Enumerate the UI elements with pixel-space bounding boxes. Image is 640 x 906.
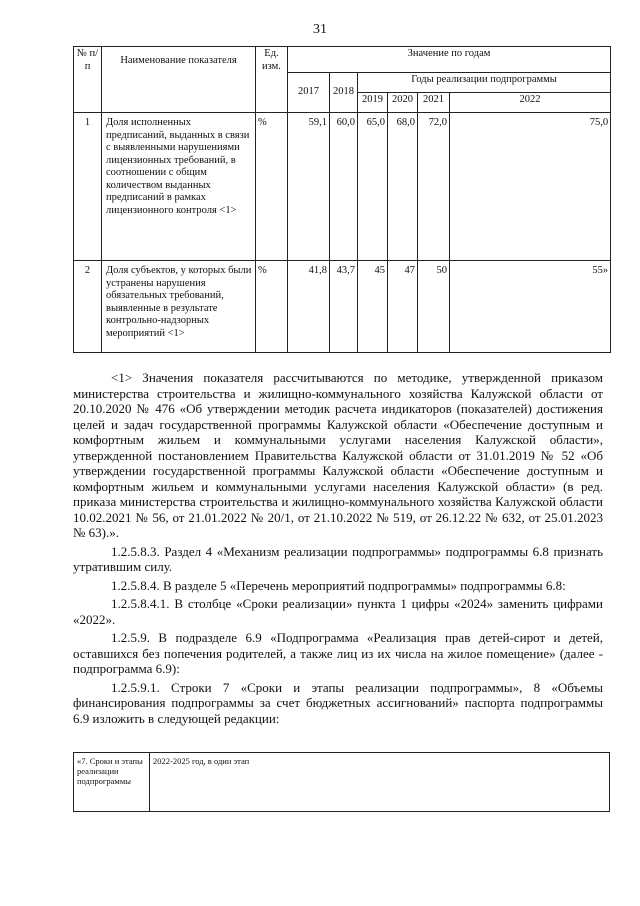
footnote-paragraph: <1> Значения показателя рассчитываются по методике, утвержденной приказом министерства строительства и жилищно-коммунального хозяйства Калужской области от 20.10.2020 № 476 «Об утверждении методик расчета индикаторов (показателей) достижения целей и задач государственной программы Калужской области «Обеспечение доступным и комфортным жильем и коммунальными услугами населения Калужской области», утвержденной постановлением Правительства Калужской области от 31.01.2019 № 52 «Об утверждении государственной программы Калужской области «Обеспечение доступным и комфортным жильем и коммунальными услугами населения Калужской области» (в ред. приказа министерства строительства и жилищно-коммунального хозяйства Калужской области 10.02.2021 № 56, от 21.01.2022 № 20/1, от 21.10.2022 № 519, от 26.12.22 № 632, от 25.01.2023 № 63).». — [73, 370, 603, 540]
row-value-2020: 68,0 — [388, 113, 418, 261]
table-row — [74, 113, 611, 261]
passport-table — [73, 752, 610, 812]
row-value-2017: 59,1 — [288, 113, 330, 261]
row-unit: % — [256, 113, 288, 261]
paragraph-1-2-5-8-4: 1.2.5.8.4. В разделе 5 «Перечень мероприятий подпрограммы» подпрограммы 6.8: — [111, 577, 566, 593]
row-value-2018: 60,0 — [330, 113, 358, 261]
header-year-2017: 2017 — [288, 73, 330, 113]
header-year-2020: 2020 — [388, 93, 418, 113]
row-value-2019: 45 — [358, 261, 388, 353]
header-unit: Ед. изм. — [256, 47, 288, 113]
page-number: 31 — [313, 22, 327, 37]
header-year-2018: 2018 — [330, 73, 358, 113]
header-implementation-years: Годы реализации подпрограммы — [358, 73, 611, 93]
row-value-2020: 47 — [388, 261, 418, 353]
row-unit: % — [256, 261, 288, 353]
document-body — [73, 370, 603, 726]
row-value-2019: 65,0 — [358, 113, 388, 261]
row-value-2018: 43,7 — [330, 261, 358, 353]
paragraph-1-2-5-9-1: 1.2.5.9.1. Строки 7 «Сроки и этапы реализации подпрограммы», 8 «Объемы финансирования подпрограммы за счет бюджетных ассигнований» паспорта подпрограммы 6.9 изложить в следующей редакции: — [73, 679, 603, 726]
row-name: Доля субъектов, у которых были устранены нарушения обязательных требований, выявленные в результате контрольно-надзорных мероприятий <1> — [102, 261, 256, 353]
row-value-2021: 72,0 — [418, 113, 450, 261]
paragraph-1-2-5-8-3: 1.2.5.8.3. Раздел 4 «Механизм реализации подпрограммы» подпрограммы 6.8 признать утратившим силу. — [73, 543, 603, 574]
header-year-2021: 2021 — [418, 93, 450, 113]
passport-value: 2022-2025 год, в один этап — [150, 753, 610, 812]
row-num: 1 — [74, 113, 102, 261]
header-year-2019: 2019 — [358, 93, 388, 113]
indicators-table — [73, 46, 611, 353]
header-name: Наименование показателя — [102, 47, 256, 113]
row-num: 2 — [74, 261, 102, 353]
row-name: Доля исполненных предписаний, выданных в связи с выявленными нарушениями лицензионных требований, в соотношении с общим количеством выданных предписаний в рамках лицензионного контроля <1> — [102, 113, 256, 261]
header-num: № п/п — [74, 47, 102, 113]
row-value-2022: 75,0 — [450, 113, 611, 261]
passport-label: «7. Сроки и этапы реализации подпрограммы — [74, 753, 150, 812]
row-value-2022: 55» — [450, 261, 611, 353]
row-value-2017: 41,8 — [288, 261, 330, 353]
header-year-2022: 2022 — [450, 93, 611, 113]
table-row — [74, 261, 611, 353]
table-row — [74, 753, 610, 812]
paragraph-1-2-5-8-4-1: 1.2.5.8.4.1. В столбце «Сроки реализации» пункта 1 цифры «2024» заменить цифрами «2022». — [73, 596, 603, 627]
header-values-by-year: Значение по годам — [288, 47, 611, 73]
row-value-2021: 50 — [418, 261, 450, 353]
paragraph-1-2-5-9: 1.2.5.9. В подразделе 6.9 «Подпрограмма «Реализация прав детей-сирот и детей, оставшихся без попечения родителей, а также лиц из их числа на жилое помещение» (далее - подпрограмма 6.9): — [73, 630, 603, 676]
